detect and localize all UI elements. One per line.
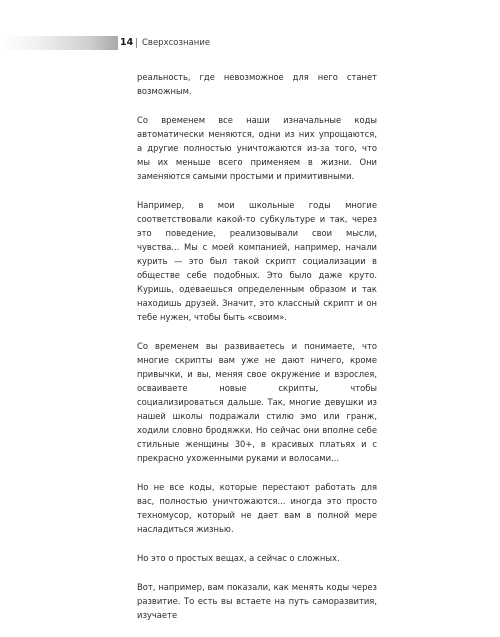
- header-gradient-bar: [0, 36, 118, 50]
- running-title: Сверхсознание: [142, 38, 211, 48]
- body-text: [137, 70, 377, 637]
- paragraph: реальность, где невозможное для него станет возможным.: [137, 72, 377, 96]
- header-divider: [136, 38, 137, 48]
- paragraph: Со временем вы развиваетесь и понимаете, что многие скрипты вам уже не дают ничего, кроме привычки, и вы, меняя свое окружение и взрослея, осваиваете новые скрипты, чтобы социализироваться дальше. Так, многие девушки из нашей школы подражали стилю эмо или гранж, ходили словно бродяжки. Но сейчас они вполне себе стильные женщины 30+, в красивых платьях и с прекрасно ухоженными руками и волосами...: [137, 341, 377, 463]
- page-header: [0, 36, 500, 50]
- paragraph: Со временем все наши изначальные коды автоматически меняются, одни из них упрощаются, а другие полностью уничтожаются из-за того, что мы их меньше всего применяем в жизни. Они заменяются самыми простыми и примитивными.: [137, 115, 377, 181]
- paragraph: Например, в мои школьные годы многие соответствовали какой-то субкультуре и так, через это поведение, реализовывали свои мысли, чувства... Мы с моей компанией, например, начали курить — это был такой скрипт социализации в обществе себе подобных. Это было даже круто. Куришь, одеваешься определенным образом и так находишь друзей. Значит, это классный скрипт и он тебе нужен, чтобы быть «своим».: [137, 200, 377, 322]
- paragraph: Но это о простых вещах, а сейчас о сложных.: [137, 553, 340, 563]
- paragraph: Вот, например, вам показали, как менять коды через развитие. То есть вы встаете на путь саморазвития, изучаете: [137, 582, 377, 620]
- paragraph: Но не все коды, которые перестают работать для вас, полностью уничтожаются... иногда это просто техномусор, который не дает вам в полной мере насладиться жизнью.: [137, 482, 377, 534]
- page-number: 14: [120, 37, 134, 48]
